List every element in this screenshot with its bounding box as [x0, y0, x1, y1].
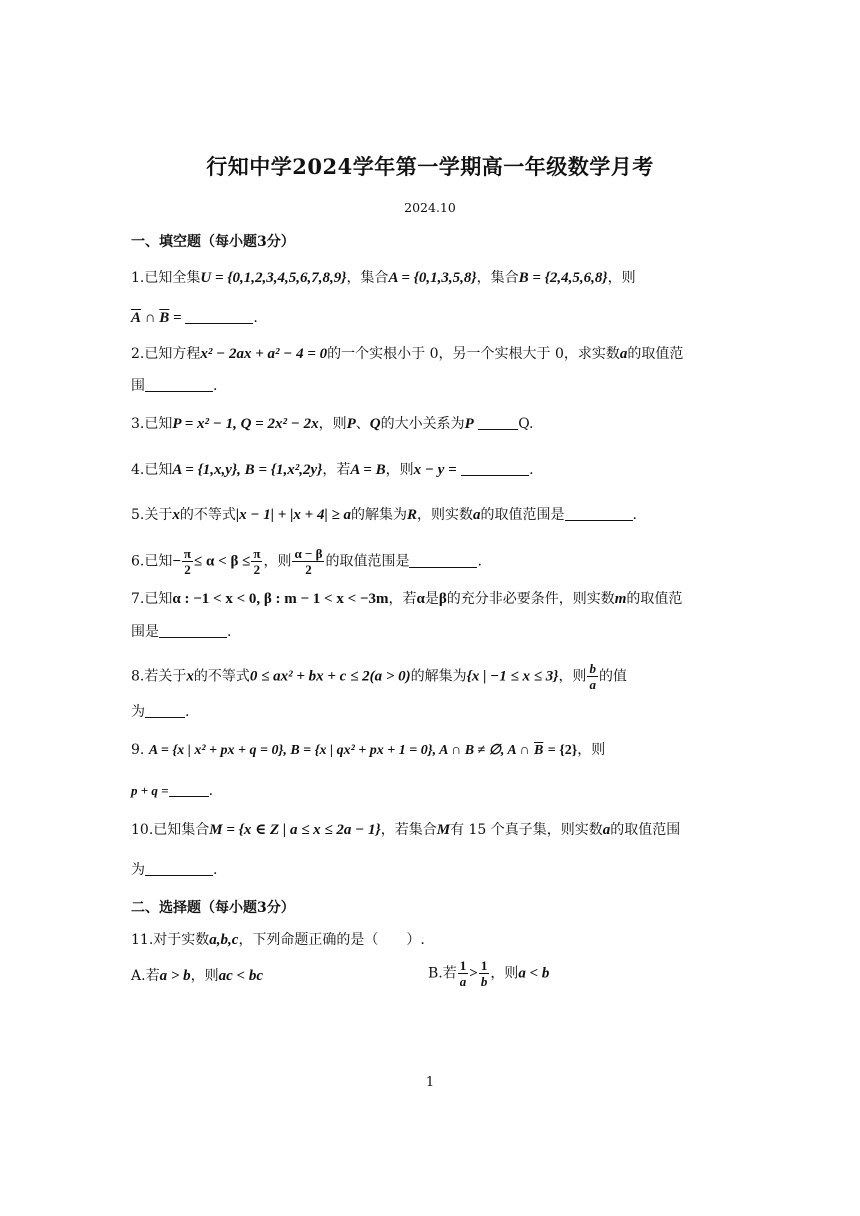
option-a[interactable]	[131, 966, 263, 986]
section-multiple-choice: 二、选择题（每小题3分）	[131, 900, 295, 916]
math-expression: Q	[369, 416, 381, 432]
question-text: ，集合	[346, 270, 389, 286]
answer-blank[interactable]	[169, 782, 209, 797]
fraction-denominator: 2	[305, 562, 312, 577]
question-number: 10.	[131, 822, 154, 838]
math-expression: R	[407, 507, 418, 523]
fraction-numerator: α − β	[294, 546, 323, 561]
math-expression: a > b	[159, 968, 191, 984]
question-text: ，下列命题正确的是（ ）.	[238, 932, 425, 948]
question-text: ，若	[322, 462, 351, 478]
answer-blank[interactable]	[145, 377, 213, 392]
question-text: ，则	[263, 553, 292, 570]
question-text: 的取值范	[627, 346, 684, 362]
option-letter: A.	[131, 968, 146, 984]
punctuation: .	[529, 462, 534, 478]
punctuation: .	[185, 704, 190, 720]
option-text: 若	[145, 968, 160, 984]
exam-title: 行知中学2024学年第一学期高一年级数学月考	[206, 154, 654, 179]
question-text: 已知	[144, 462, 173, 478]
fraction	[479, 958, 490, 989]
math-expression: A = {1,x,y}, B = {1,x²,2y}	[172, 462, 323, 478]
math-expression: = {2}	[547, 743, 578, 758]
math-expression: M = {x ∈ Z | a ≤ x ≤ 2a − 1}	[209, 822, 381, 838]
fraction-numerator: π	[253, 546, 261, 561]
math-expression: p + q =	[131, 783, 169, 798]
question-text: ，若集合	[380, 822, 437, 838]
fraction-numerator: 1	[480, 958, 488, 973]
question-text: 已知方程	[144, 346, 201, 362]
option-text: 若	[442, 965, 457, 982]
question-text: ，则	[385, 462, 414, 478]
page-number: 1	[425, 1075, 435, 1090]
question-text: 已知	[144, 591, 173, 607]
question-5	[131, 505, 637, 525]
question-number: 8.	[131, 668, 145, 685]
question-text: Q.	[518, 416, 534, 432]
answer-blank[interactable]	[461, 461, 529, 476]
question-9	[131, 740, 605, 761]
question-text: 已知	[144, 553, 173, 570]
answer-blank[interactable]	[145, 703, 185, 718]
question-text: 若关于	[144, 668, 187, 685]
math-expression: x² − 2ax + a² − 4 = 0	[200, 346, 328, 362]
math-expression: =	[169, 310, 186, 326]
question-3	[131, 414, 533, 434]
math-expression: U = {0,1,2,3,4,5,6,7,8,9}	[200, 270, 347, 286]
fraction-numerator: 1	[459, 958, 467, 973]
question-text: ，则	[318, 416, 347, 432]
fraction-denominator: a	[459, 974, 467, 989]
question-11	[131, 930, 425, 950]
question-6	[131, 546, 482, 577]
math-expression: 0 ≤ ax² + bx + c ≤ 2(a > 0)	[249, 668, 411, 685]
question-1-cont	[131, 308, 258, 328]
question-text: 已知集合	[153, 822, 210, 838]
math-expression: x	[186, 668, 194, 685]
fraction-denominator: a	[589, 677, 596, 692]
math-expression: α	[416, 591, 425, 607]
question-2	[131, 344, 683, 364]
question-number: 4.	[131, 462, 145, 478]
math-expression: a < b	[518, 965, 550, 982]
math-expression: a	[619, 346, 628, 362]
option-text: ，则	[490, 965, 519, 982]
fraction-denominator: 2	[184, 562, 191, 577]
question-text: 关于	[144, 507, 173, 523]
question-9-cont	[131, 781, 213, 801]
math-expression: ≤ α < β ≤	[194, 553, 251, 570]
question-text: 的取值范围	[610, 822, 681, 838]
math-expression: B = {2,4,5,6,8}	[518, 270, 608, 286]
question-7-cont	[131, 622, 231, 642]
math-expression: P	[346, 416, 356, 432]
answer-blank[interactable]	[159, 623, 227, 638]
question-8	[131, 661, 627, 692]
punctuation: .	[632, 507, 637, 523]
option-b[interactable]	[428, 958, 549, 989]
math-expression: x	[172, 507, 180, 523]
question-text: ，若	[388, 591, 417, 607]
fraction-denominator: 2	[253, 562, 261, 577]
question-text: 的解集为	[410, 668, 467, 685]
question-text: ，则	[558, 668, 587, 685]
question-number: 9.	[131, 742, 145, 758]
fraction-numerator: b	[589, 661, 596, 676]
math-expression: a	[602, 822, 611, 838]
question-1	[131, 268, 636, 288]
section-fill-in: 一、填空题（每小题3分）	[131, 234, 295, 250]
fraction	[292, 546, 324, 577]
fraction	[587, 661, 598, 692]
math-expression: a	[473, 507, 481, 523]
math-expression: α : −1 < x < 0, β : m − 1 < x < −3m	[172, 591, 389, 607]
question-text: 的大小关系为	[380, 416, 465, 432]
math-expression: >	[469, 965, 478, 982]
question-text: 的值	[598, 668, 627, 685]
option-text: ，则	[190, 968, 219, 984]
question-text: ，集合	[476, 270, 519, 286]
answer-blank[interactable]	[185, 309, 253, 324]
question-number: 2.	[131, 346, 145, 362]
punctuation: .	[213, 378, 218, 394]
math-expression: M	[436, 822, 451, 838]
punctuation: .	[253, 310, 258, 326]
question-2-cont	[131, 376, 217, 396]
question-text: 、	[355, 416, 370, 432]
question-number: 6.	[131, 553, 145, 570]
question-7	[131, 589, 682, 609]
question-text: 对于实数	[153, 932, 210, 948]
question-number: 7.	[131, 591, 145, 607]
question-text: 的一个实根小于 0，另一个实根大于 0，求实数	[327, 346, 620, 362]
math-expression: ∩	[141, 310, 160, 326]
math-expression: A = {x | x² + px + q = 0}, B = {x | qx² + px + 1 = 0}, A ∩ B ≠ ∅, A ∩	[148, 743, 530, 758]
question-text: 围	[131, 378, 145, 394]
answer-blank[interactable]	[565, 506, 633, 521]
math-expression: {x | −1 ≤ x ≤ 3}	[466, 668, 559, 685]
punctuation: .	[227, 624, 232, 640]
question-text: 的解集为	[351, 507, 407, 523]
fraction-numerator: π	[183, 546, 192, 561]
math-expression: $\overline{B}$	[533, 743, 544, 758]
question-number: 3.	[131, 416, 145, 432]
fraction	[458, 958, 469, 989]
question-text: 的不等式	[193, 668, 250, 685]
question-text: ，则	[607, 270, 636, 286]
math-expression: x − y =	[413, 462, 457, 478]
question-text: 围是	[131, 624, 159, 640]
question-text: 的不等式	[179, 507, 236, 523]
question-10	[131, 820, 680, 840]
math-expression: m	[614, 591, 627, 607]
math-expression: β	[438, 591, 447, 607]
math-expression: ac < bc	[218, 968, 263, 984]
punctuation: .	[208, 783, 214, 799]
question-10-cont	[131, 860, 217, 880]
math-expression: A = B	[350, 462, 386, 478]
fraction	[251, 546, 262, 577]
answer-blank[interactable]	[409, 553, 477, 568]
question-number: 11.	[131, 932, 154, 948]
exam-date: 2024.10	[404, 200, 456, 215]
question-text: 的取值范围是	[480, 507, 565, 523]
question-text: 已知	[144, 416, 173, 432]
question-number: 5.	[131, 507, 145, 523]
math-expression: A = {0,1,3,5,8}	[388, 270, 477, 286]
question-number: 1.	[131, 270, 145, 286]
fraction-denominator: b	[480, 974, 488, 989]
math-expression: |x − 1| + |x + 4| ≥ a	[235, 507, 351, 523]
question-text: ，则	[577, 742, 606, 758]
fraction	[182, 546, 193, 577]
option-letter: B.	[428, 965, 443, 982]
answer-blank[interactable]	[478, 415, 518, 430]
question-text: 的充分非必要条件，则实数	[446, 591, 615, 607]
question-text: 是	[424, 591, 439, 607]
question-text: 为	[131, 862, 145, 878]
math-expression: −	[172, 553, 181, 570]
answer-blank[interactable]	[145, 861, 213, 876]
punctuation: .	[477, 553, 482, 570]
math-expression: P = x² − 1, Q = 2x² − 2x	[172, 416, 319, 432]
question-text: 有 15 个真子集，则实数	[450, 822, 603, 838]
math-expression: $\overline{A}$	[131, 310, 142, 326]
question-4	[131, 460, 534, 480]
question-text: 为	[131, 704, 145, 720]
math-expression: P	[464, 416, 474, 432]
math-expression: $\overline{B}$	[159, 310, 170, 326]
question-8-cont	[131, 702, 189, 722]
math-expression: a,b,c	[209, 932, 239, 948]
question-text: ，则实数	[417, 507, 474, 523]
question-text: 已知全集	[144, 270, 201, 286]
question-text: 的取值范	[626, 591, 683, 607]
punctuation: .	[213, 862, 218, 878]
question-text: 的取值范围是	[325, 553, 410, 570]
